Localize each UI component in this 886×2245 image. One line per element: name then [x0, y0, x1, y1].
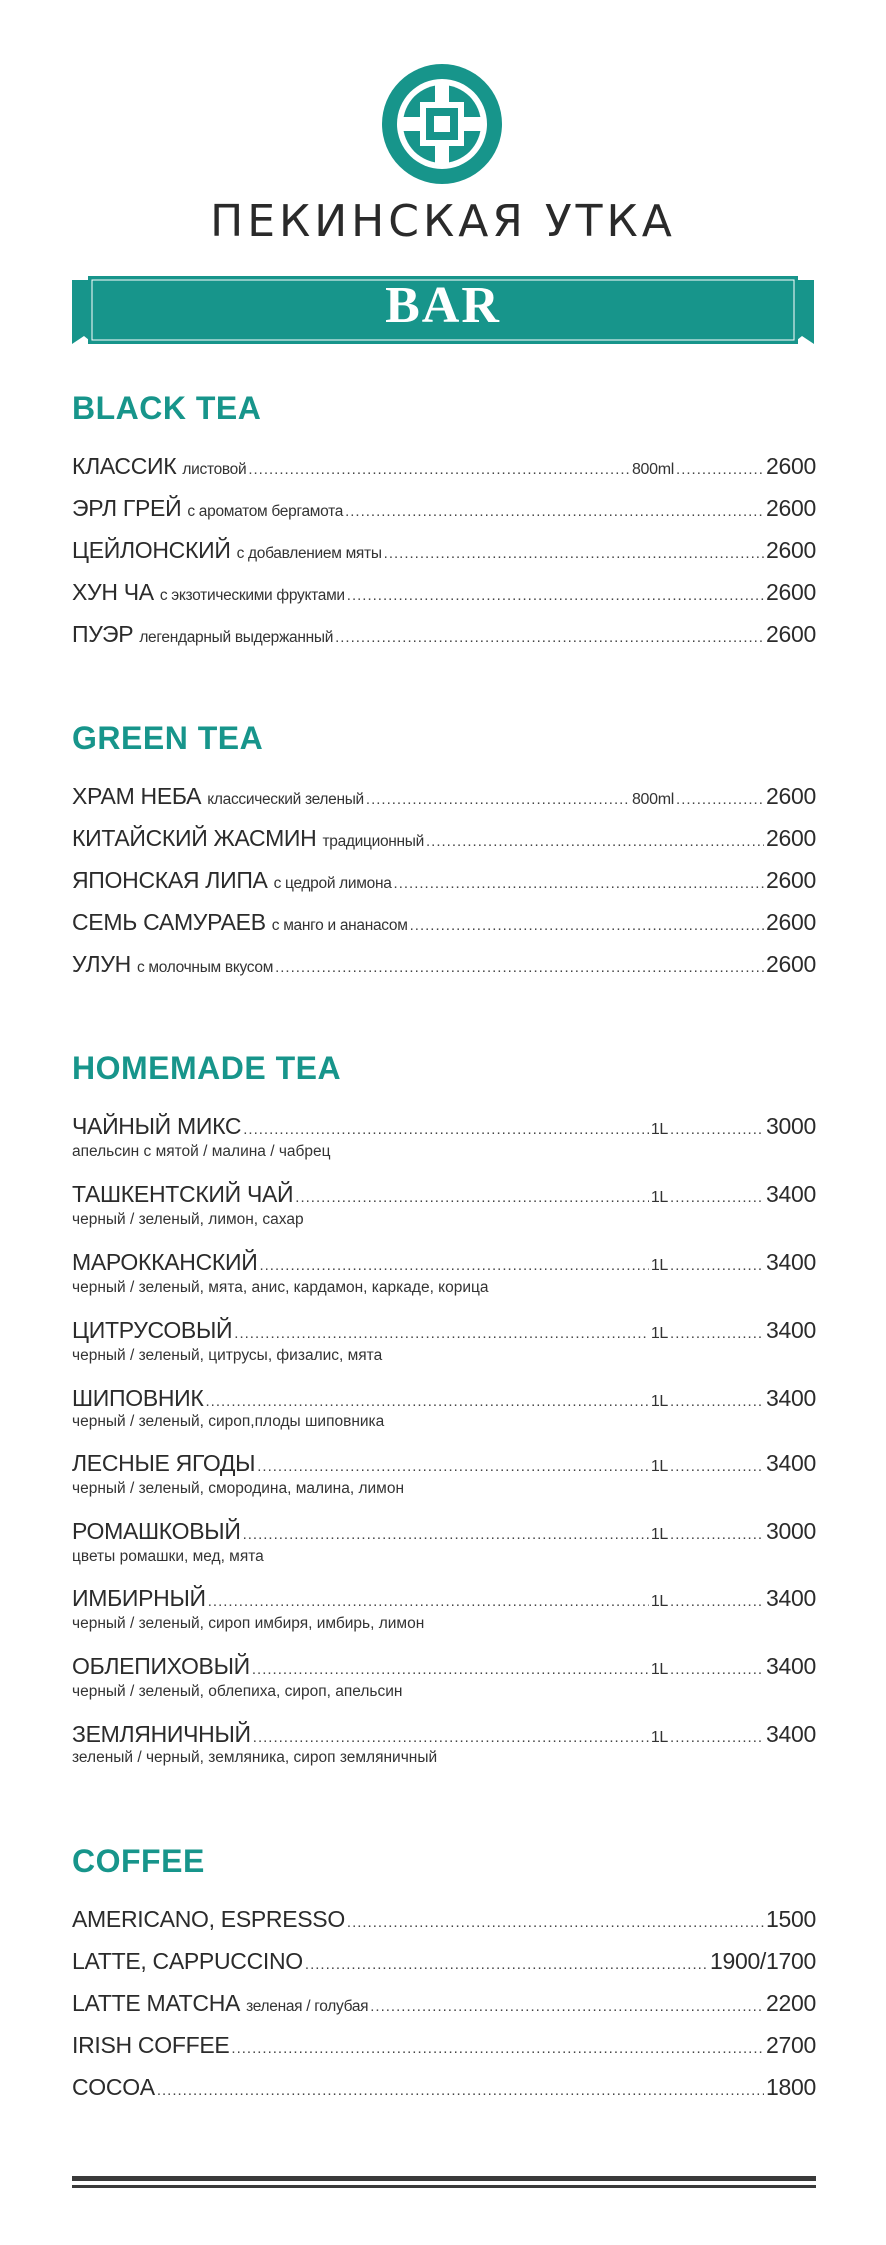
leader-dots [335, 629, 764, 646]
item-name: СЕМЬ САМУРАЕВ [72, 909, 266, 935]
menu-item [72, 1249, 816, 1276]
menu-item [72, 579, 816, 606]
section-title-green-tea: GREEN TEA [72, 720, 264, 756]
menu-item [72, 909, 816, 936]
menu-item [72, 621, 816, 648]
item-note: зеленая / голубая [246, 1998, 369, 2015]
leader-dots [670, 1729, 764, 1746]
menu-item [72, 1906, 816, 1933]
item-name: КИТАЙСКИЙ ЖАСМИН [72, 825, 317, 851]
item-name: AMERICANO, ESPRESSO [72, 1906, 345, 1932]
item-price: 3400 [766, 1181, 816, 1207]
item-name: УЛУН [72, 951, 131, 977]
item-price: 2600 [766, 867, 816, 893]
item-name: LATTE MATCHA [72, 1990, 241, 2016]
leader-dots [676, 461, 764, 478]
menu-item [72, 1518, 816, 1545]
item-volume: 1L [650, 1526, 669, 1543]
leader-dots [257, 1458, 649, 1475]
item-price: 2600 [766, 537, 816, 563]
item-volume: 1L [650, 1189, 669, 1206]
menu-item [72, 1721, 816, 1748]
item-price: 3400 [766, 1721, 816, 1747]
leader-dots [426, 833, 764, 850]
item-price: 1800 [766, 2074, 816, 2100]
leader-dots [234, 1325, 649, 1342]
item-description: черный / зеленый, сироп,плоды шиповника [72, 1413, 385, 1430]
menu-item [72, 867, 816, 894]
item-name: ЯПОНСКАЯ ЛИПА [72, 867, 268, 893]
leader-dots [670, 1593, 764, 1610]
item-description: черный / зеленый, сироп имбиря, имбирь, лимон [72, 1615, 425, 1632]
item-volume: 1L [650, 1121, 669, 1138]
item-name: ОБЛЕПИХОВЫЙ [72, 1653, 250, 1679]
brand-name: ПЕКИНСКАЯ УТКА [210, 196, 676, 247]
item-description: черный / зеленый, смородина, малина, лимон [72, 1480, 405, 1497]
item-description: апельсин с мятой / малина / чабрец [72, 1143, 331, 1160]
item-note: легендарный выдержанный [139, 629, 334, 646]
menu-item [72, 495, 816, 522]
item-price: 2200 [766, 1990, 816, 2016]
leader-dots [670, 1121, 764, 1138]
leader-dots [295, 1189, 649, 1206]
item-price: 2600 [766, 453, 816, 479]
item-price: 3400 [766, 1585, 816, 1611]
item-name: ЭРЛ ГРЕЙ [72, 495, 182, 521]
item-note: листовой [182, 461, 247, 478]
item-volume: 1L [650, 1729, 669, 1746]
leader-dots [157, 2082, 764, 2099]
leader-dots [231, 2040, 764, 2057]
item-price: 2600 [766, 783, 816, 809]
item-name: ЛЕСНЫЕ ЯГОДЫ [72, 1450, 256, 1476]
leader-dots [206, 1393, 649, 1410]
menu-item [72, 1585, 816, 1612]
footer-divider [72, 2185, 816, 2188]
item-name: ЧАЙНЫЙ МИКС [72, 1113, 242, 1139]
item-price: 3400 [766, 1450, 816, 1476]
leader-dots [366, 791, 630, 808]
item-volume: 1L [650, 1257, 669, 1274]
item-volume: 800ml [631, 791, 675, 808]
item-description: черный / зеленый, лимон, сахар [72, 1211, 304, 1228]
menu-item [72, 1317, 816, 1344]
leader-dots [259, 1257, 648, 1274]
menu-item [72, 2074, 816, 2101]
item-price: 3400 [766, 1385, 816, 1411]
item-name: ШИПОВНИК [72, 1385, 204, 1411]
item-name: ХУН ЧА [72, 579, 154, 605]
leader-dots [394, 875, 764, 892]
item-note: с экзотическими фруктами [159, 587, 345, 604]
item-price: 2600 [766, 909, 816, 935]
item-name: COCOA [72, 2074, 155, 2100]
item-price: 2700 [766, 2032, 816, 2058]
menu-item [72, 453, 816, 480]
leader-dots [670, 1458, 764, 1475]
item-note: классический зеленый [207, 791, 364, 808]
chinese-coin-icon [380, 62, 504, 186]
leader-dots [305, 1956, 708, 1973]
item-volume: 1L [650, 1661, 669, 1678]
menu-item [72, 951, 816, 978]
leader-dots [370, 1998, 764, 2015]
leader-dots [345, 503, 764, 520]
item-volume: 1L [650, 1593, 669, 1610]
item-description: черный / зеленый, цитрусы, физалис, мята [72, 1347, 383, 1364]
item-price: 1500 [766, 1906, 816, 1932]
section-title-coffee: COFFEE [72, 1843, 205, 1879]
item-volume: 1L [650, 1458, 669, 1475]
menu-item [72, 1450, 816, 1477]
item-name: ЗЕМЛЯНИЧНЫЙ [72, 1721, 251, 1747]
menu-item [72, 537, 816, 564]
item-name: LATTE, CAPPUCCINO [72, 1948, 303, 1974]
menu-item [72, 2032, 816, 2059]
item-name: ЦИТРУСОВЫЙ [72, 1317, 233, 1343]
item-description: черный / зеленый, облепиха, сироп, апельсин [72, 1683, 403, 1700]
item-volume: 800ml [631, 461, 675, 478]
item-price: 3000 [766, 1518, 816, 1544]
leader-dots [243, 1121, 649, 1138]
item-name: ПУЭР [72, 621, 134, 647]
item-price: 2600 [766, 621, 816, 647]
leader-dots [670, 1325, 764, 1342]
item-name: ТАШКЕНТСКИЙ ЧАЙ [72, 1181, 294, 1207]
item-note: с добавлением мяты [236, 545, 382, 562]
item-price: 1900/1700 [709, 1948, 816, 1974]
footer-divider [72, 2176, 816, 2181]
item-price: 3400 [766, 1317, 816, 1343]
menu-item [72, 1948, 816, 1975]
item-name: МАРОККАНСКИЙ [72, 1249, 258, 1275]
item-price: 2600 [766, 951, 816, 977]
leader-dots [384, 545, 764, 562]
menu-item [72, 1990, 816, 2017]
item-price: 2600 [766, 495, 816, 521]
leader-dots [208, 1593, 649, 1610]
section-title-homemade-tea: HOMEMADE TEA [72, 1050, 342, 1086]
item-name: КЛАССИК [72, 453, 177, 479]
leader-dots [670, 1526, 764, 1543]
item-name: ИМБИРНЫЙ [72, 1585, 206, 1611]
menu-item [72, 1181, 816, 1208]
leader-dots [243, 1526, 649, 1543]
leader-dots [275, 959, 764, 976]
menu-item [72, 1385, 816, 1412]
section-title-black-tea: BLACK TEA [72, 390, 262, 426]
leader-dots [248, 461, 630, 478]
menu-item [72, 783, 816, 810]
item-note: с манго и ананасом [271, 917, 408, 934]
leader-dots [410, 917, 764, 934]
item-description: цветы ромашки, мед, мята [72, 1548, 264, 1565]
item-name: IRISH COFFEE [72, 2032, 230, 2058]
menu-item [72, 1653, 816, 1680]
item-price: 3400 [766, 1249, 816, 1275]
leader-dots [347, 587, 764, 604]
item-name: ХРАМ НЕБА [72, 783, 202, 809]
leader-dots [670, 1393, 764, 1410]
bar-title: BAR [385, 277, 501, 334]
leader-dots [253, 1729, 649, 1746]
leader-dots [670, 1189, 764, 1206]
menu-item [72, 825, 816, 852]
item-note: с ароматом бергамота [187, 503, 344, 520]
item-name: РОМАШКОВЫЙ [72, 1518, 241, 1544]
leader-dots [252, 1661, 649, 1678]
item-note: с цедрой лимона [273, 875, 392, 892]
item-price: 3400 [766, 1653, 816, 1679]
item-name: ЦЕЙЛОНСКИЙ [72, 537, 231, 563]
menu-item [72, 1113, 816, 1140]
leader-dots [347, 1914, 764, 1931]
leader-dots [676, 791, 764, 808]
item-note: с молочным вкусом [136, 959, 274, 976]
item-note: традиционный [322, 833, 425, 850]
item-price: 2600 [766, 579, 816, 605]
leader-dots [670, 1257, 764, 1274]
item-price: 2600 [766, 825, 816, 851]
item-volume: 1L [650, 1325, 669, 1342]
item-volume: 1L [650, 1393, 669, 1410]
item-price: 3000 [766, 1113, 816, 1139]
item-description: черный / зеленый, мята, анис, кардамон, каркаде, корица [72, 1279, 489, 1296]
item-description: зеленый / черный, земляника, сироп земляничный [72, 1749, 438, 1766]
leader-dots [670, 1661, 764, 1678]
